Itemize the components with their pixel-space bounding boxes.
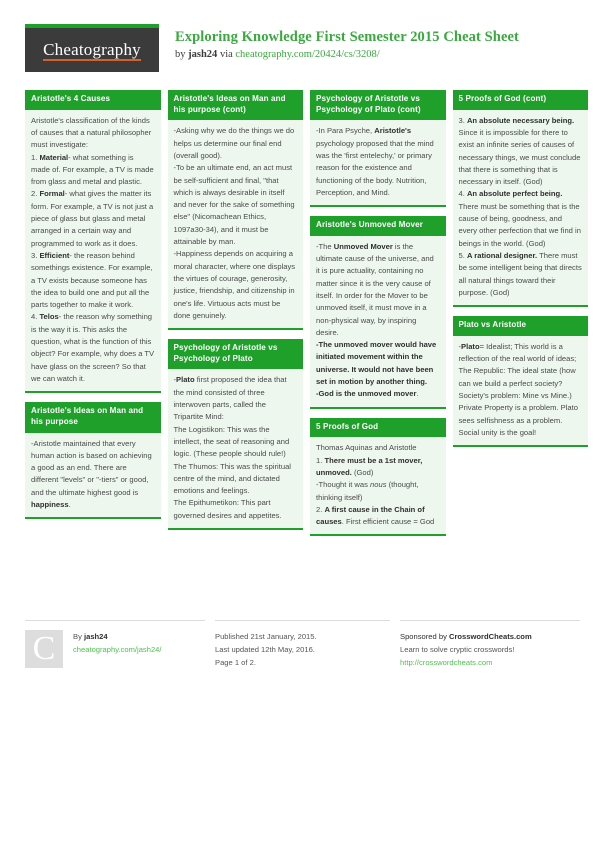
sponsor-name: CrosswordCheats.com (448, 631, 532, 641)
sponsor-tagline: Learn to solve cryptic crosswords! (400, 644, 515, 654)
updated-date: Last updated 12th May, 2016. (215, 644, 315, 654)
author-info (73, 630, 162, 669)
card-body: -In Para Psyche, Aristotle's psychology proposed that the mind was the 'first entelechy,' or primary reason for the existence and functioning of the body. Nutrition, Perception, and Mind. (316, 126, 434, 197)
author-prefix: By (73, 631, 84, 641)
byline (175, 49, 519, 60)
logo-text: Cheatography (43, 40, 141, 59)
cheat-card (168, 90, 304, 330)
card-body: -Plato= Idealist; This world is a reflection of the real world of ideas; The Republic: The ideal state (how can we build a perfect society? Society's problem: Mine vs Mine.) Private Property is a problem. Plato sees selfishness as a problem. Social unity is the goal! (458, 341, 578, 437)
column-3 (310, 90, 446, 536)
column-1 (25, 90, 161, 519)
footer-dates-block (215, 620, 390, 669)
card-title: Aristotle's Unmoved Mover (310, 216, 446, 236)
sponsor-line (400, 630, 580, 643)
cheatography-logo[interactable] (25, 24, 159, 72)
card-title: Psychology of Aristotle vs Psychology of Plato (cont) (310, 90, 446, 120)
byline-author: jash24 (188, 49, 218, 61)
sponsor-prefix: Sponsored by (400, 631, 449, 641)
card-body: -Asking why we do the things we do helps us determine our final end (overall good). -To be an ultimate end, an act must be self-sufficient and final, "that which is always desirable in itself and never for the sake of something else" (Nicomachean Ethics, 1097a30-34), and it must be attainable by man. -Happiness depends on acquiring a moral character, where one displays the virtues of courage, generosity, justice, friendship, and citizenship in one's life. Virtuous acts must be done genuinely. (173, 126, 296, 320)
cheat-card (168, 339, 304, 530)
cheat-card (25, 402, 161, 519)
column-4 (453, 90, 589, 447)
card-title: Plato vs Aristotle (453, 316, 589, 336)
card-body: -Plato first proposed the idea that the mind consisted of three interwoven parts, called the Tripartite Mind: The Logistikon: This was the intellect, the seat of reasoning and logic. (These people should rule!) The Thumos: This was the spiritual centre of the mind, and dictated emotions and feelings. The Epithumetikon: This part governed desires and appetites. (173, 375, 291, 520)
byline-via: via (217, 49, 236, 61)
card-title: 5 Proofs of God (cont) (453, 90, 589, 110)
cheat-card (25, 90, 161, 393)
card-title: Aristotle's Ideas on Man and his purpose (25, 402, 161, 432)
cheat-card (453, 90, 589, 307)
author-profile-link[interactable]: cheatography.com/jash24/ (73, 644, 162, 654)
cheat-card (310, 216, 446, 409)
card-title: Aristotle's Ideas on Man and his purpose (cont) (168, 90, 304, 120)
card-body: -Aristotle maintained that every human action is based on achieving a good as an end. There are different "levels" or "-tiers" or good, and the ultimate highest good is happiness. (31, 438, 152, 510)
card-title: Aristotle's 4 Causes (25, 90, 161, 110)
page-footer (25, 620, 575, 669)
byline-prefix: by (175, 49, 189, 61)
author-line (73, 630, 162, 643)
author-avatar: C (25, 630, 63, 668)
cheat-card (310, 418, 446, 537)
sponsor-link[interactable]: http://crosswordcheats.com (400, 657, 493, 667)
page-number: Page 1 of 2. (215, 657, 256, 667)
card-title: Psychology of Aristotle vs Psychology of Plato (168, 339, 304, 369)
cheatsheet-columns (25, 90, 582, 536)
column-2 (168, 90, 304, 530)
page-title: Exploring Knowledge First Semester 2015 Cheat Sheet (175, 29, 519, 45)
title-block (175, 24, 519, 60)
card-title: 5 Proofs of God (310, 418, 446, 438)
cheat-card (453, 316, 589, 447)
published-date: Published 21st January, 2015. (215, 631, 317, 641)
card-body: -The Unmoved Mover is the ultimate cause of the universe, and it is pure actuality, containing no matter since it is the very cause of itself. In order for the Mover to be unmoved itself, it must move in a non-physical way, by inspiring desire. -The unmoved mover would have initiated movement within the universe. It would not have been set in motion by another thing. -God is the unmoved mover. (316, 241, 437, 399)
cheat-card (310, 90, 446, 207)
card-body: Thomas Aquinas and Aristotle 1. There must be a 1st mover, unmoved. (God) -Thought it was nous (thought, thinking itself) 2. A first cause in the Chain of causes. First efficient cause = God (316, 443, 435, 527)
card-body: Aristotle's classification of the kinds of causes that a natural philosopher must investigate: 1. Material- what something is made of. For example, a TV is made from glass and metal and plastic. 2. Formal- what gives the matter its form. For example, a TV is not just a piece of glass but glass and metal arranged in a certain way and programmed to work as it does. 3. Efficient- the reason behind somethings existence. For example, a TV exists because someone has the idea to build one and put all the parts together to make it work. 4. Telos- the reason why something is the way it is. This asks the question, what is the function of this object? For example, why does a TV have glass on the screen? So that we can watch it. (31, 115, 155, 383)
footer-author-block (25, 620, 205, 669)
footer-sponsor-block (400, 620, 580, 669)
author-name: jash24 (83, 631, 108, 641)
card-body: 3. An absolute necessary being. Since it is impossible for there to exist an infinite series of causes of necessary things, we must conclude that there is something that is necessary in itself. (God) 4. An absolute perfect being. There must be something that is the cause of being, goodness, and every other perfection that we find in beings in the world. (God) 5. A rational designer. There must be some intelligent being that directs all natural things toward their purpose. (God) (458, 115, 582, 297)
byline-source-link[interactable]: cheatography.com/20424/cs/3208/ (235, 49, 380, 61)
page-header (25, 24, 575, 78)
